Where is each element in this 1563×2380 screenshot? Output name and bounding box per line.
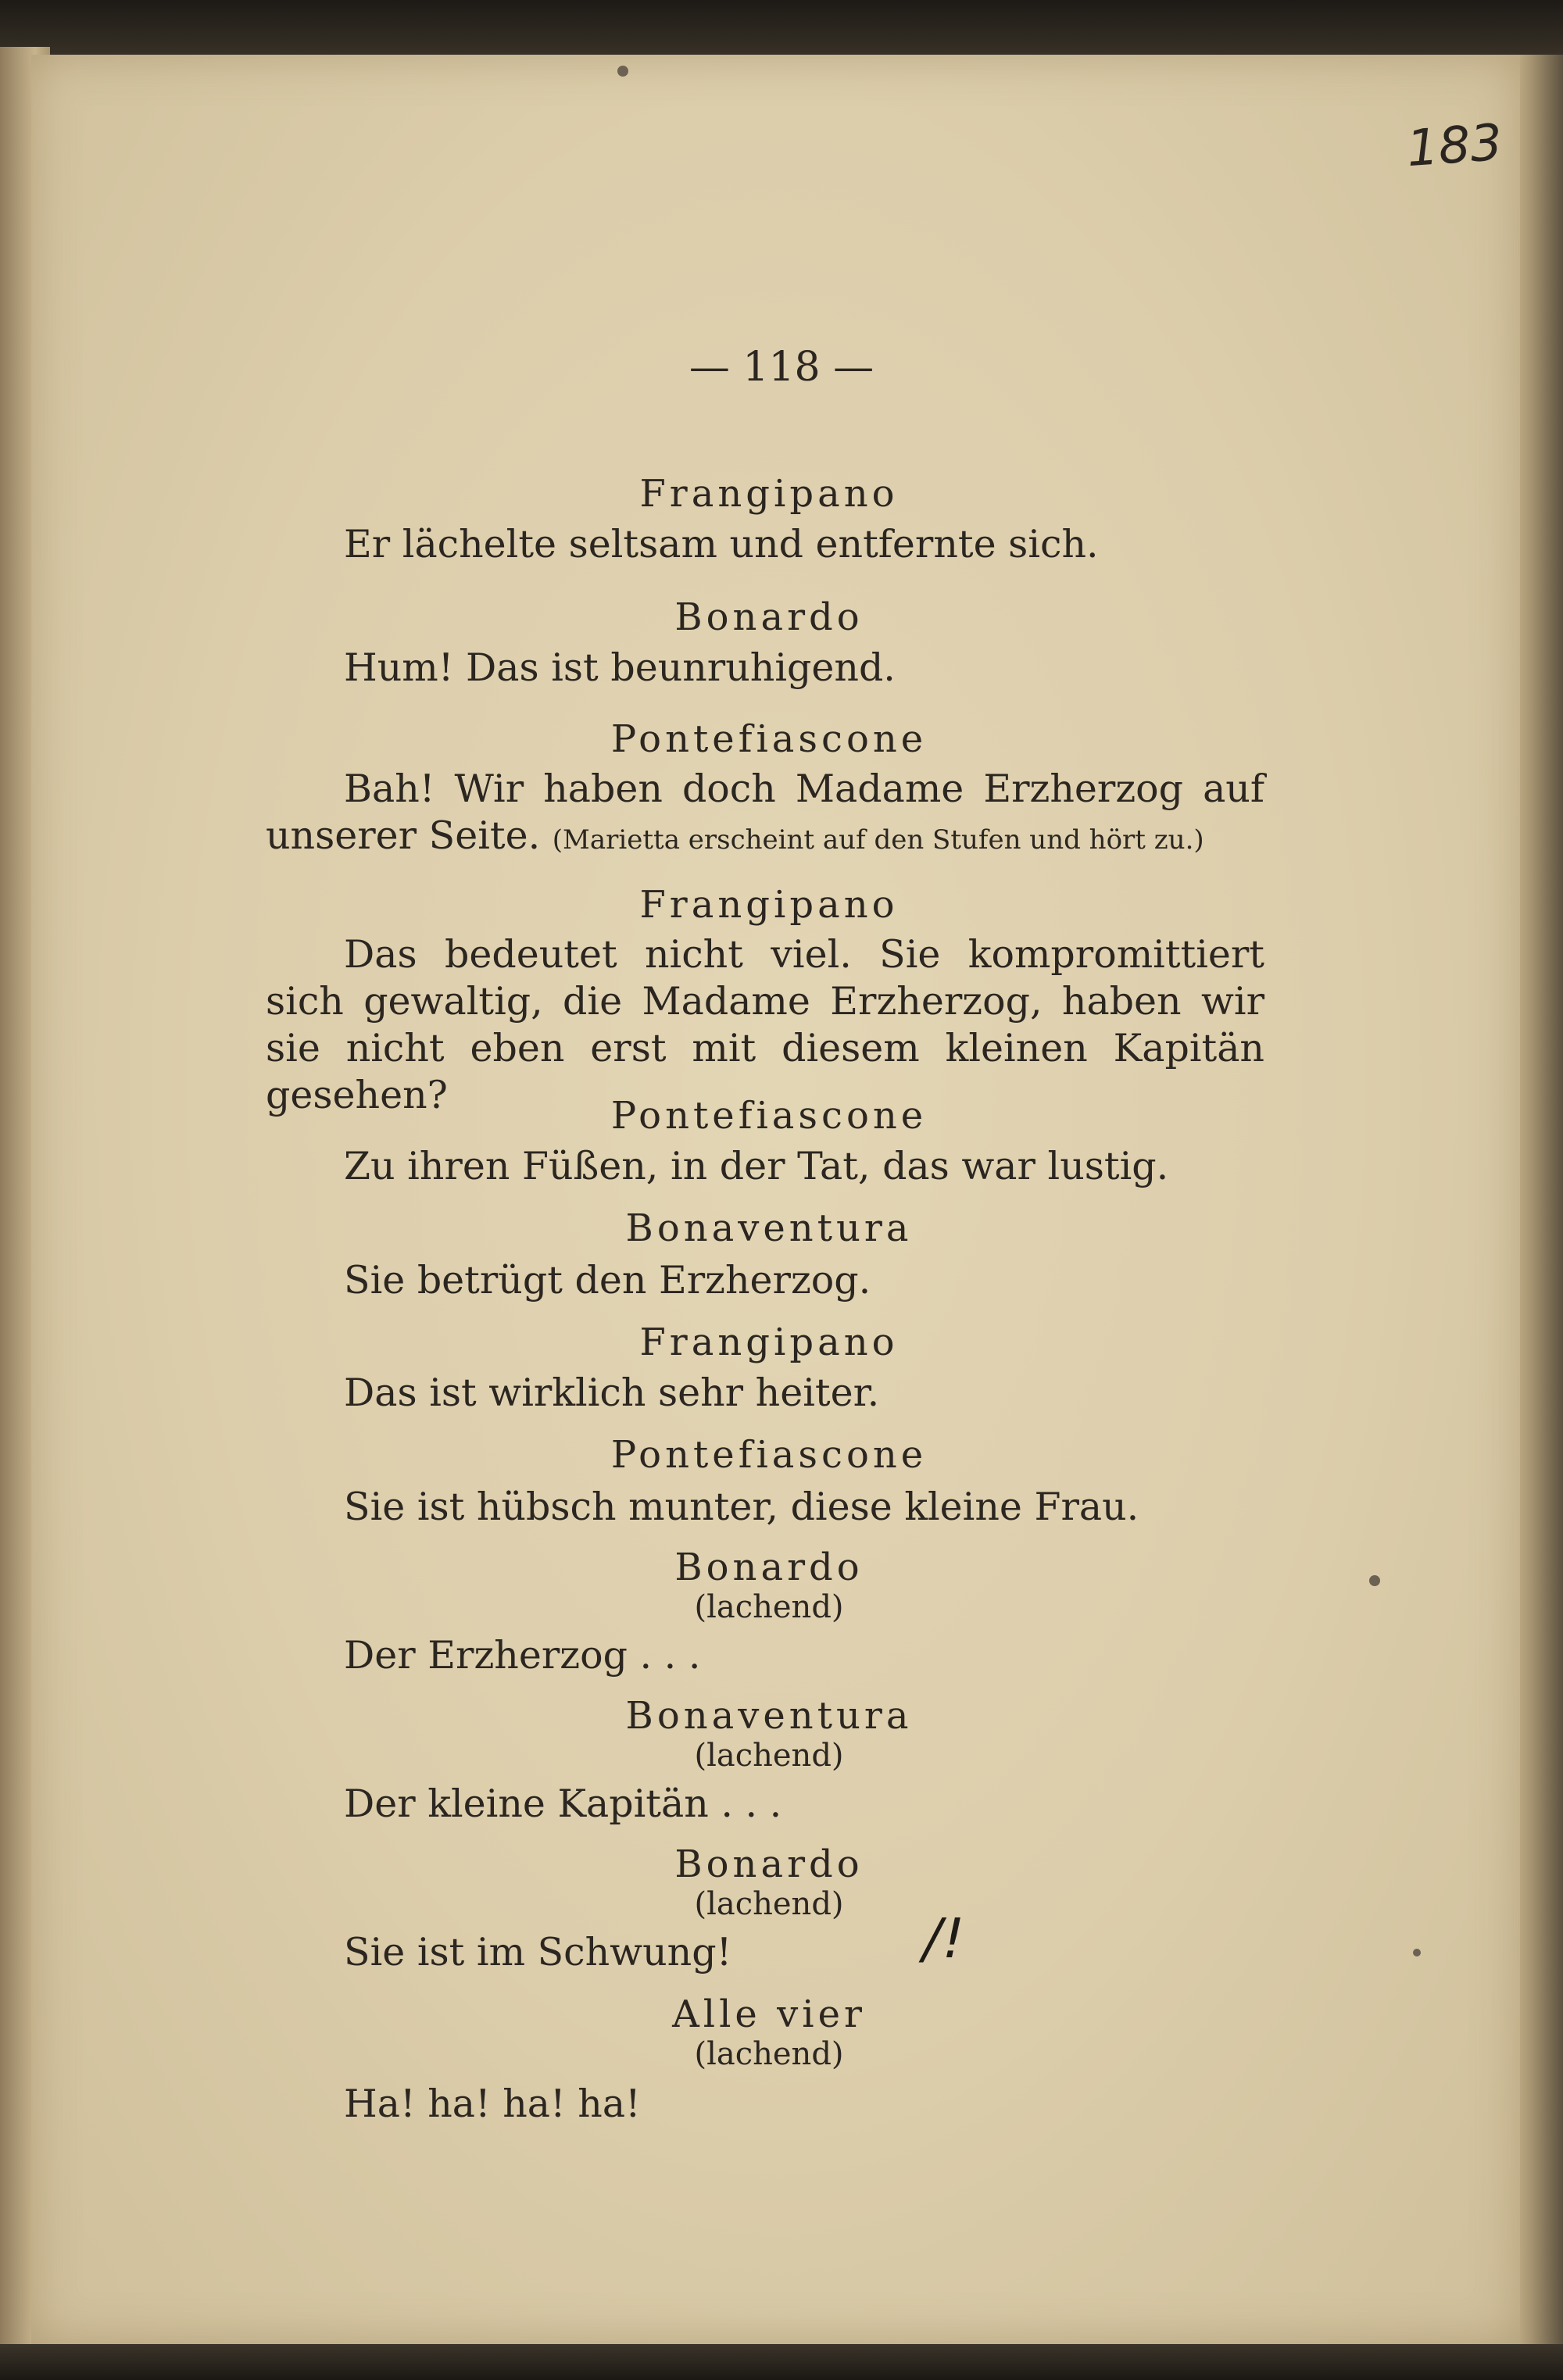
dialogue-line: Der kleine Kapitän . . . bbox=[344, 1781, 782, 1826]
dialogue-line: Sie betrügt den Erzherzog. bbox=[344, 1258, 871, 1303]
speaker-name: Bonardo bbox=[674, 595, 864, 639]
speaker-name: Pontefiascone bbox=[610, 1433, 928, 1477]
dialogue-text: Bah! Wir haben doch Madame Erzherzog auf unserer Seite. bbox=[266, 767, 1264, 858]
scan-bottom-edge bbox=[0, 2344, 1563, 2380]
pencil-annotation: /! bbox=[917, 1907, 971, 1971]
dialogue-line: Ha! ha! ha! ha! bbox=[344, 2082, 641, 2126]
paper-speck bbox=[617, 66, 628, 77]
dialogue-line: Der Erzherzog . . . bbox=[344, 1633, 701, 1678]
speaker-name: Bonaventura bbox=[625, 1694, 913, 1738]
stage-direction: (lachend) bbox=[694, 1738, 844, 1774]
speaker-name: Frangipano bbox=[639, 472, 899, 516]
dialogue-line: Zu ihren Füßen, in der Tat, das war lustig. bbox=[344, 1144, 1169, 1188]
page-number: — 118 — bbox=[689, 344, 874, 391]
speaker-name: Bonardo bbox=[674, 1546, 864, 1589]
stage-direction: (lachend) bbox=[694, 1886, 844, 1922]
scan-backdrop bbox=[0, 0, 1563, 63]
paper-speck bbox=[1413, 1949, 1421, 1957]
dialogue-paragraph: Das bedeutet nicht viel. Sie kompromittiert sich gewaltig, die Madame Erzherzog, haben wir sie nicht eben erst mit diesem kleinen Kapitän gesehen? bbox=[266, 932, 1264, 1117]
speaker-name: Pontefiascone bbox=[610, 717, 928, 761]
stage-direction: (lachend) bbox=[694, 1589, 844, 1625]
speaker-name: Frangipano bbox=[639, 1320, 899, 1364]
dialogue-line: Das ist wirklich sehr heiter. bbox=[344, 1370, 880, 1415]
dialogue-line: Sie ist hübsch munter, diese kleine Frau. bbox=[344, 1485, 1139, 1529]
speaker-name: Frangipano bbox=[639, 883, 899, 927]
stage-direction: (Marietta erscheint auf den Stufen und hört zu.) bbox=[552, 824, 1204, 856]
speaker-name: Alle vier bbox=[672, 1992, 866, 2036]
speaker-name: Bonaventura bbox=[625, 1206, 913, 1250]
dialogue-line: Hum! Das ist beunruhigend. bbox=[344, 645, 896, 690]
speaker-name: Pontefiascone bbox=[610, 1094, 928, 1138]
archive-folio-number: 183 bbox=[1404, 113, 1504, 179]
speaker-name: Bonardo bbox=[674, 1842, 864, 1886]
dialogue-line: Er lächelte seltsam und entfernte sich. bbox=[344, 522, 1099, 566]
dialogue-line: Sie ist im Schwung! bbox=[344, 1930, 732, 1974]
dialogue-paragraph bbox=[266, 766, 1264, 863]
stage-direction: (lachend) bbox=[694, 2036, 844, 2072]
